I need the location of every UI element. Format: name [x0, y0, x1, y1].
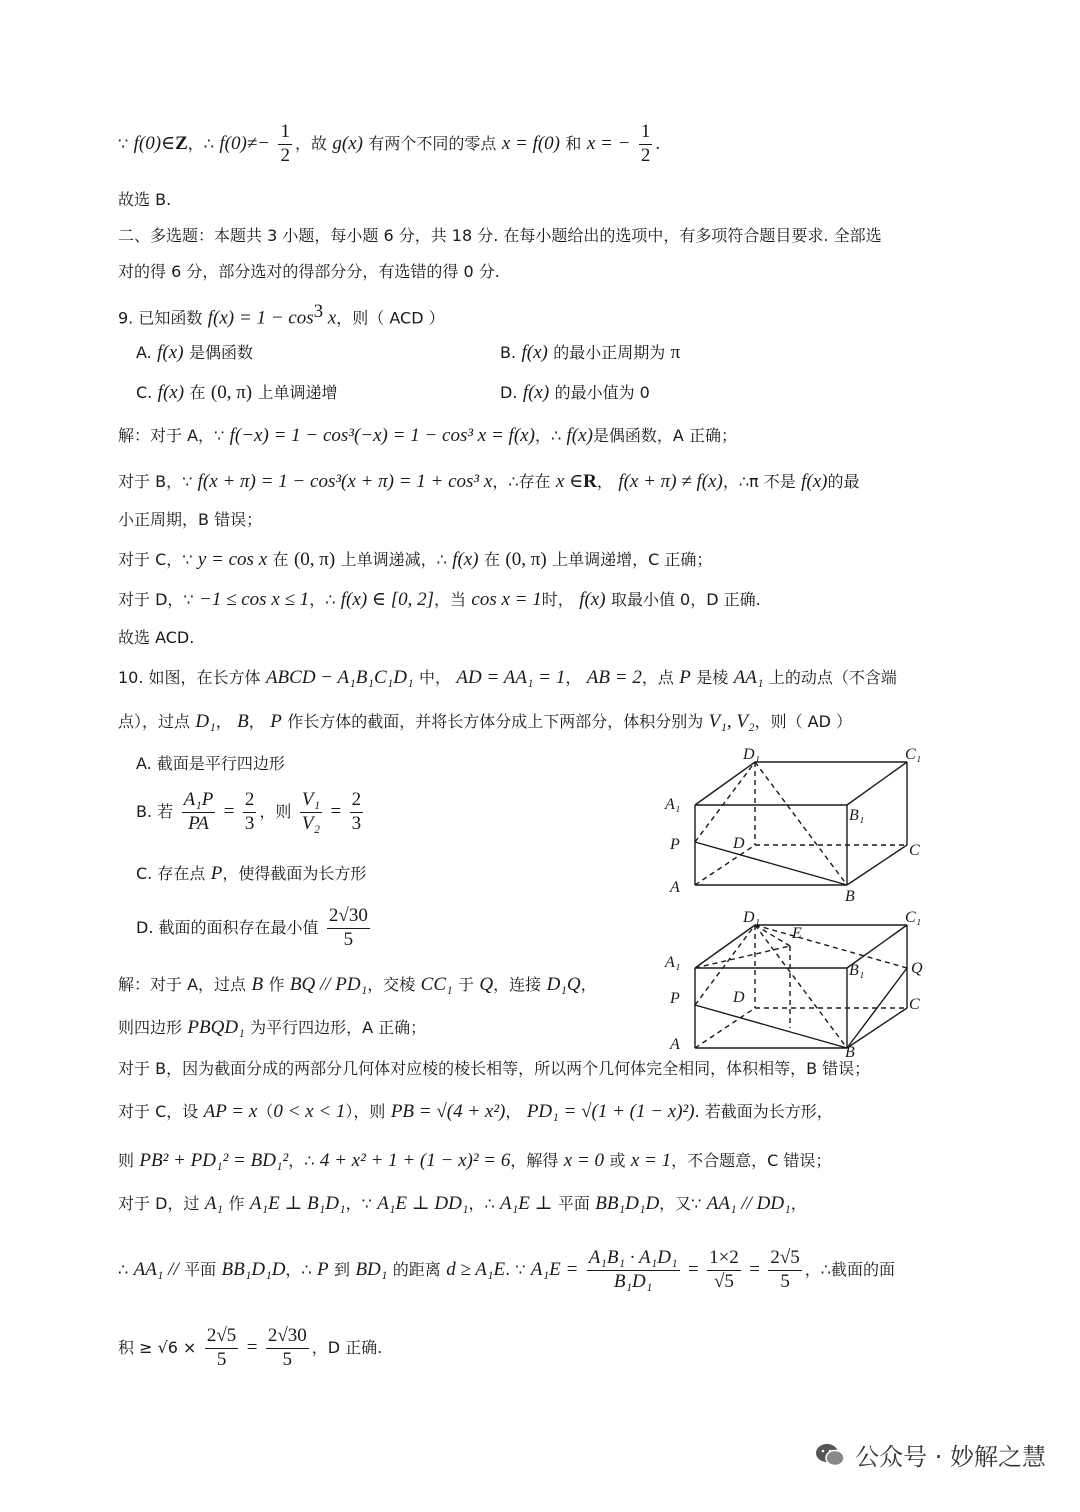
- text: ，: [505, 1102, 522, 1121]
- choose-b: 故选 B.: [118, 190, 172, 209]
- fig1-label-c1: C₁: [905, 746, 922, 763]
- pi: π: [670, 342, 681, 363]
- text: . 若截面为长方形，: [694, 1102, 833, 1121]
- label: D.: [500, 383, 518, 402]
- text: 对于 C，∵: [118, 550, 193, 569]
- fraction: [182, 790, 216, 835]
- q10-option-c: [136, 864, 366, 883]
- expr: f(x + π) = 1 − cos³(x + π) = 1 + cos³ x: [197, 471, 493, 492]
- q9-option-a: [136, 343, 253, 362]
- text: ，∴存在: [492, 472, 551, 491]
- fraction: [266, 1326, 309, 1371]
- eq: =: [223, 800, 235, 822]
- fig2-label-d: D: [733, 989, 745, 1006]
- text: 为平行四边形，A 正确；: [250, 1018, 427, 1037]
- text: ，∴π 不是: [722, 472, 796, 491]
- sol10-d-2: [118, 1248, 895, 1293]
- text: ，∴截面的面: [804, 1259, 895, 1279]
- expr: A₁E ⊥ B₁D₁: [249, 1193, 346, 1214]
- text: 对于 D，过: [118, 1194, 200, 1213]
- expr: f(x): [157, 382, 185, 403]
- num: 1×2: [707, 1248, 741, 1271]
- expr: PD₁ = √(1 + (1 − x)²): [526, 1101, 695, 1122]
- cuboid-figure-2: [695, 925, 907, 1048]
- text: 中，: [418, 668, 451, 687]
- eq: =: [246, 1336, 258, 1358]
- text: ，∴: [468, 1194, 495, 1213]
- text: ，: [580, 975, 597, 994]
- text: ，D 正确.: [311, 1337, 383, 1357]
- den: 5: [343, 928, 354, 950]
- text: ∴: [118, 1259, 129, 1279]
- text: ，解得: [510, 1151, 559, 1170]
- text: 对于 C，设: [118, 1102, 199, 1121]
- num: 2√30: [266, 1326, 309, 1349]
- expr: AB = 2: [586, 667, 642, 688]
- label: B.: [500, 343, 517, 362]
- den: B₁D₁: [613, 1270, 653, 1292]
- text: 在: [483, 550, 500, 569]
- num: A₁P: [182, 790, 216, 813]
- text: ），则: [345, 1102, 386, 1121]
- fraction: [300, 790, 322, 835]
- text: 作: [268, 975, 285, 994]
- sol10-a-1: [118, 975, 597, 994]
- label: C.: [136, 383, 153, 402]
- text: 到: [334, 1259, 351, 1279]
- expr: BD₁: [355, 1258, 388, 1280]
- fraction: [243, 790, 257, 835]
- expr: f(x): [521, 342, 548, 363]
- text: 解：对于 A，∵: [118, 426, 225, 445]
- text: 是棱: [696, 668, 729, 687]
- text: ，: [596, 472, 613, 491]
- text: 点），过点: [118, 712, 191, 731]
- q9-option-c: [136, 383, 338, 402]
- text: 10. 如图，在长方体: [118, 668, 261, 687]
- fig2-label-p: P: [670, 990, 680, 1007]
- question-10-line-1: [118, 668, 897, 687]
- cuboid-figure-1: [695, 762, 907, 885]
- exp: 3: [313, 301, 324, 322]
- text: ，连接: [493, 975, 542, 994]
- text: 和: [565, 133, 582, 153]
- text: （: [257, 1102, 274, 1121]
- eq: =: [687, 1258, 699, 1280]
- fig2-label-c: C: [909, 996, 920, 1013]
- expr: f(−x) = 1 − cos³(−x) = 1 − cos³ x = f(x): [229, 425, 535, 446]
- expr: BB₁D₁D: [221, 1258, 286, 1280]
- fig1-label-p: P: [670, 836, 680, 853]
- expr: AA₁ //: [133, 1258, 179, 1280]
- section-2-line-1: 二、多选题：本题共 3 小题，每小题 6 分，共 18 分. 在每小题给出的选项中，有多项符合题目要求. 全部选: [118, 226, 882, 245]
- expr: f(x): [522, 382, 550, 403]
- text: C. 存在点: [136, 864, 206, 883]
- expr: AD = AA₁ = 1: [456, 667, 566, 688]
- sol9-b-1: [118, 472, 860, 491]
- sol10-d-1: [118, 1194, 807, 1213]
- section-2-line-2: 对的得 6 分，部分选对的得部分分，有选错的得 0 分.: [118, 262, 500, 281]
- fig1-label-a1: A₁: [665, 796, 681, 813]
- expr: x ∈: [555, 471, 584, 492]
- text: ，: [565, 668, 582, 687]
- expr: f(x) ∈ [0, 2]: [340, 589, 434, 610]
- text: 对于 D，∵: [118, 590, 194, 609]
- set-r: R: [583, 471, 597, 492]
- q9-option-d: [500, 383, 650, 402]
- sol10-a-2: [118, 1018, 426, 1037]
- fig1-label-d1: D₁: [743, 746, 761, 763]
- q10-option-b: [136, 790, 366, 835]
- expr: 4 + x² + 1 + (1 − x)² = 6: [319, 1150, 511, 1171]
- fig2-label-a1: A₁: [665, 954, 681, 971]
- expr: A₁: [204, 1193, 224, 1214]
- expr: f(x): [801, 471, 828, 492]
- num: 1: [639, 122, 653, 145]
- expr: A₁E =: [530, 1258, 579, 1280]
- eq: =: [749, 1258, 760, 1280]
- text: ，故: [294, 133, 327, 153]
- fig2-label-b1: B₁: [849, 962, 865, 979]
- expr-gx: g(x): [332, 132, 363, 154]
- text: 或: [609, 1151, 626, 1170]
- text: 积 ≥ √6 ×: [118, 1337, 197, 1357]
- text: 时，: [541, 590, 574, 609]
- expr: 0 < x < 1: [273, 1101, 346, 1122]
- expr: V₁, V₂: [708, 711, 755, 732]
- num: 2√5: [205, 1326, 238, 1349]
- expr: x = −: [586, 132, 631, 154]
- wechat-icon: [815, 1442, 845, 1468]
- text: 作: [228, 1194, 245, 1213]
- fraction-half-2: [639, 122, 653, 167]
- fraction: [707, 1248, 741, 1293]
- expr: B: [237, 711, 249, 732]
- num: A₁B₁ · A₁D₁: [587, 1248, 680, 1271]
- text: 在: [189, 383, 206, 402]
- num: 2: [350, 790, 364, 813]
- expr: A₁E ⊥: [500, 1193, 553, 1214]
- expr: Q: [479, 974, 494, 995]
- text: 平面: [557, 1194, 590, 1213]
- text: 9. 已知函数: [118, 308, 203, 328]
- expr: f(x): [452, 549, 479, 570]
- expr: d ≥ A₁E: [446, 1258, 506, 1280]
- text: ，∵: [345, 1194, 372, 1213]
- line-1: [118, 122, 660, 167]
- fig2-label-c1: C₁: [905, 909, 922, 926]
- expr-f0-neq: f(0)≠−: [219, 132, 271, 154]
- fraction: [327, 906, 370, 951]
- expr: P: [317, 1258, 329, 1280]
- expr: AP = x: [203, 1101, 258, 1122]
- expr: D₁: [195, 711, 216, 732]
- expr: ABCD − A₁B₁C₁D₁: [265, 667, 414, 688]
- den: 5: [216, 1348, 227, 1370]
- text: 在: [272, 550, 289, 569]
- expr: −1 ≤ cos x ≤ 1: [199, 589, 310, 610]
- text: 上的动点（不含端: [768, 668, 897, 687]
- expr: BQ // PD₁: [289, 974, 368, 995]
- text: 则: [118, 1151, 135, 1170]
- text: ，∴: [288, 1151, 315, 1170]
- text: ，∴: [187, 133, 214, 153]
- den: 2: [280, 144, 290, 166]
- text: 是偶函数，A 正确；: [592, 426, 737, 445]
- expr: PB² + PD₁² = BD₁²: [139, 1150, 289, 1171]
- watermark: [815, 1437, 1046, 1472]
- fraction: [587, 1248, 680, 1293]
- fig1-label-b1: B₁: [849, 807, 865, 824]
- den: PA: [188, 812, 209, 834]
- den: 2: [640, 144, 651, 166]
- fig2-label-a: A: [670, 1036, 680, 1053]
- text: 的最小正周期为: [553, 343, 666, 362]
- fig1-label-b: B: [845, 888, 855, 905]
- text: 于: [458, 975, 475, 994]
- text: ，: [215, 712, 232, 731]
- text: 上单调递增，C 正确；: [552, 550, 713, 569]
- fig2-label-d1: D₁: [743, 909, 761, 926]
- cuboid-figures: [660, 745, 940, 1065]
- expr: AA₁ // DD₁: [706, 1193, 791, 1214]
- interval: (0, π): [210, 382, 253, 403]
- fig2-label-b: B: [845, 1044, 855, 1061]
- text: .: [655, 132, 661, 154]
- text: ，则: [259, 801, 292, 821]
- expr: BB₁D₁D: [595, 1193, 660, 1214]
- den: 5: [282, 1348, 293, 1370]
- fig2-label-e: E: [792, 925, 802, 942]
- expr: x: [323, 307, 337, 329]
- expr: f(x): [157, 342, 184, 363]
- sol10-c-1: [118, 1102, 833, 1121]
- fig2-label-q: Q: [911, 960, 923, 977]
- text: ，又∵: [659, 1194, 702, 1213]
- expr: P: [270, 711, 282, 732]
- sol9-d: [118, 590, 761, 609]
- because-symbol: ∵: [118, 133, 129, 153]
- expr: x = 0: [563, 1150, 605, 1171]
- expr: A₁E ⊥ DD₁: [377, 1193, 469, 1214]
- text: 的最小值为 0: [554, 383, 650, 402]
- label: A.: [136, 343, 152, 362]
- eq: =: [330, 800, 342, 822]
- num: V₁: [300, 790, 322, 813]
- text: 取最小值 0，D 正确.: [610, 590, 761, 609]
- text: ，∴: [309, 590, 336, 609]
- interval: (0, π): [505, 549, 547, 570]
- expr-f0: f(0)∈: [133, 132, 176, 154]
- sol10-b: 对于 B，因为截面分成的两部分几何体对应棱的棱长相等，所以两个几何体完全相同，体积相等，B 错误；: [118, 1059, 871, 1078]
- text: 对于 B，∵: [118, 472, 193, 491]
- question-9: [118, 302, 445, 328]
- text: 解：对于 A，过点: [118, 975, 247, 994]
- den: V₂: [301, 812, 321, 834]
- expr: PBQD₁: [187, 1017, 245, 1038]
- text: ，: [790, 1194, 807, 1213]
- text: ，则（ AD ）: [754, 712, 853, 731]
- text: 是偶函数: [188, 343, 253, 362]
- fig1-label-d: D: [733, 835, 745, 852]
- expr: y = cos x: [197, 549, 268, 570]
- expr: x = 1: [630, 1150, 672, 1171]
- set-z: Z: [175, 132, 188, 154]
- den: √5: [713, 1270, 734, 1292]
- sol9-a: [118, 426, 737, 445]
- text: ，交棱: [367, 975, 416, 994]
- sol9-b-2: 小正周期，B 错误；: [118, 510, 263, 529]
- label: B. 若: [136, 801, 174, 821]
- expr: P: [210, 863, 223, 884]
- text: D. 截面的面积存在最小值: [136, 917, 319, 937]
- q9-option-b: [500, 343, 680, 362]
- text: ，使得截面为长方形: [222, 864, 367, 883]
- fraction-half: [278, 122, 292, 167]
- text: ，点: [641, 668, 674, 687]
- expr: f(x): [566, 425, 593, 446]
- text: 的最: [827, 472, 860, 491]
- text: 有两个不同的零点: [368, 133, 497, 153]
- num: 2√5: [768, 1248, 801, 1271]
- q10-option-a: A. 截面是平行四边形: [136, 754, 285, 773]
- fig1-label-c: C: [909, 842, 920, 859]
- text: ，则（ ACD ）: [336, 308, 445, 328]
- sol10-c-2: [118, 1151, 831, 1170]
- num: 2√30: [327, 906, 370, 929]
- text: ，∴: [534, 426, 562, 445]
- fig1-label-a: A: [670, 879, 680, 896]
- sol10-d-3: [118, 1326, 382, 1371]
- text: 则四边形: [118, 1018, 183, 1037]
- text: . ∵: [505, 1259, 526, 1279]
- text: 上单调递减，∴: [340, 550, 447, 569]
- text: 上单调递增: [257, 383, 338, 402]
- den: 3: [351, 812, 362, 834]
- den: 5: [780, 1270, 790, 1292]
- expr: AA₁: [733, 667, 764, 688]
- expr: x = f(0): [501, 132, 560, 154]
- num: 2: [243, 790, 257, 813]
- num: 1: [278, 122, 292, 145]
- den: 3: [244, 812, 255, 834]
- expr: f(x + π) ≠ f(x): [618, 471, 723, 492]
- expr: P: [679, 667, 691, 688]
- expr: f(x): [579, 589, 606, 610]
- expr: D₁Q: [546, 974, 581, 995]
- text: ，当: [434, 590, 467, 609]
- watermark-text: 公众号 · 妙解之慧: [855, 1443, 1046, 1471]
- choose-acd: 故选 ACD.: [118, 628, 195, 647]
- fraction: [205, 1326, 238, 1371]
- expr: CC₁: [420, 974, 453, 995]
- question-10-line-2: [118, 712, 852, 731]
- text: 作长方体的截面，并将长方体分成上下两部分，体积分别为: [287, 712, 704, 731]
- text: 的距离: [392, 1259, 441, 1279]
- fraction: [350, 790, 364, 835]
- interval: (0, π): [293, 549, 336, 570]
- fraction: [768, 1248, 801, 1293]
- expr: cos x = 1: [471, 589, 542, 610]
- q10-option-d: [136, 906, 373, 951]
- text: 平面: [184, 1259, 217, 1279]
- expr: PB = √(4 + x²): [390, 1101, 506, 1122]
- text: ，不合题意，C 错误；: [671, 1151, 832, 1170]
- text: ，∴: [285, 1259, 312, 1279]
- expr: B: [251, 974, 264, 995]
- expr: f(x) = 1 − cos: [207, 307, 314, 329]
- sol9-c: [118, 550, 712, 569]
- text: ，: [248, 712, 265, 731]
